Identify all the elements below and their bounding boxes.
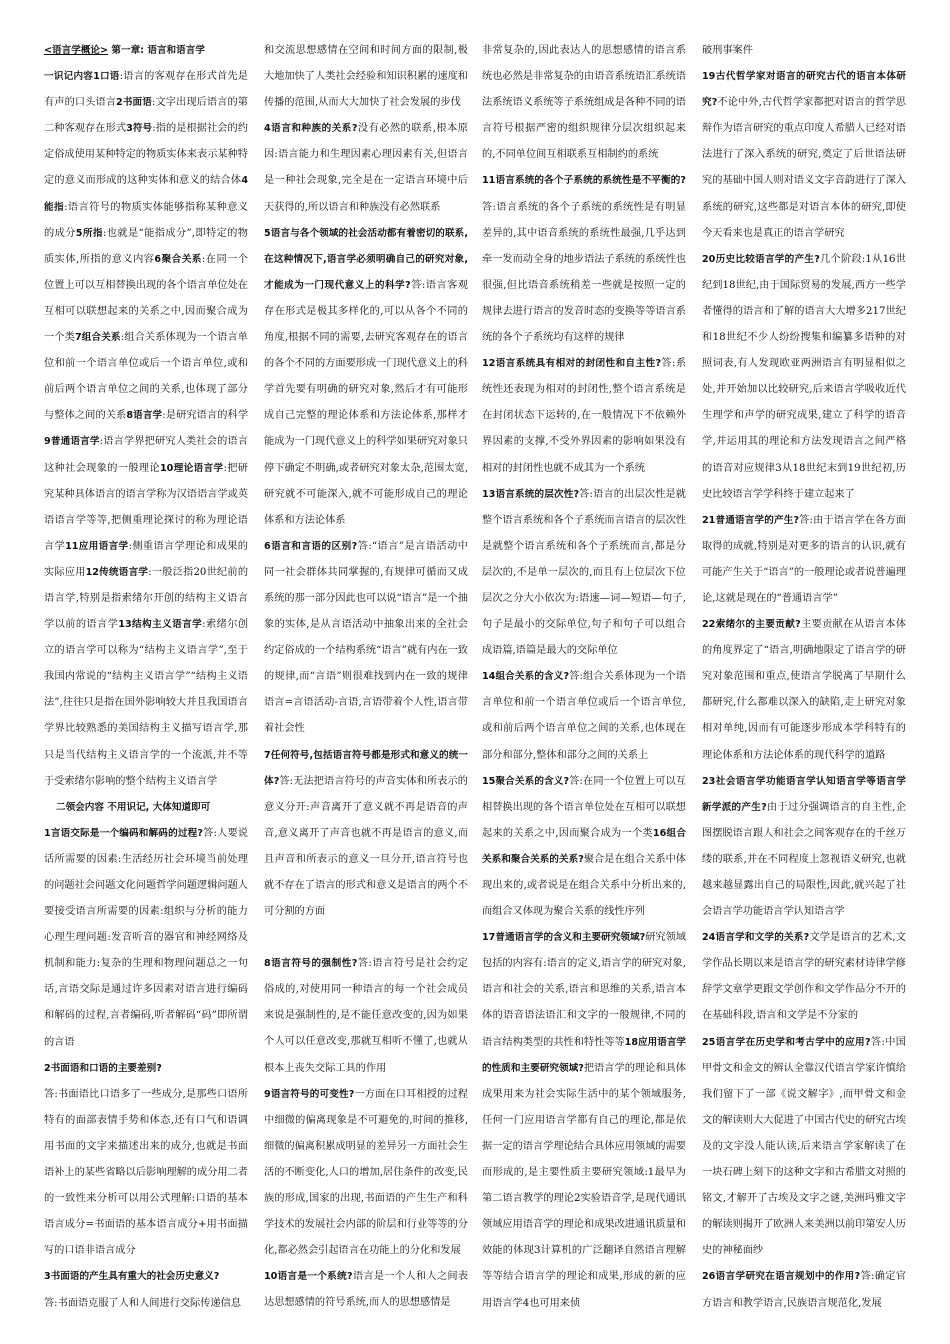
bold-term: 7任何符号,包括语言符号都是形式和意义的统一体? [264,749,468,787]
bold-term: 18应用语言学的性质和主要研究领域? [482,1036,686,1074]
body-text: :也就是“能指成分”,即特定的物质实体,所指的意义内容 [44,227,248,265]
body-text: 答:语言系统的各个子系统的系统性是有明显差异的,其中语音系统的系统性最强,几乎达到牵一发而动全身的地步语法子系统的系统性也很强,但比语音系统稍差一些就是按照一定的规律去进行语言的发音时态的变换等等语言系统的各个子系统均有这样的规律 [482,201,686,344]
body-text: 和交流思想感情在空间和时间方面的限制,极大地加快了人类社会经验和知识积累的速度和传播的范围,从而大大加快了社会发展的步伐 [264,45,468,109]
body-text: 答:书面语比口语多了一些成分,是那些口语所特有的面部表情手势和体态,还有口气和语调用书面的文字来描述出来的成分,也就是书面语补上的某些省略以后影响理解的成分用二者的一致性来分析可以用公式理解:口语的基本语言成分=书面语的基本语言成分+用书面描写的口语非语言成分 [44,1088,248,1257]
body-text: 把语言学的理论和具体成果用来为社会实际生活中的某个领域服务,任何一门应用语言学都有自己的理论,都是依据一定的语言学理论结合具体应用领域的需要而形成的,是主要性质主要研究领域:1最早为第二语言教学的理论2实验语音学,是现代通讯领域应用语音学的理论和成果改进通讯质量和效能的体现3计算机的广泛翻译自然语言理解等等结合语言学的理论和成果,形成的新的应用语言学4也可用来侦 [482,1062,686,1309]
section-2-heading: 二领会内容 不用识记, 大体知道即可 [56,801,211,813]
question-22 [702,612,906,769]
body-text: 答:人要说话所需要的因素:生活经历社会环境当前处理的问题社会问题文化问题哲学问题逻辑问题人要接受语言所需要的因素:组织与分析的能力心理生理问题:发音听音的器官和神经网络及机制和能力:复杂的生理和物理问题总之一句话,言语交际是通过许多因素对语言进行编码和解码的过程,言者编码,听者解码“码”即所谓的言语 [44,827,248,1048]
body-text: :一般泛指20世纪前的语言学,特别是指索绪尔开创的结构主义语言学以前的语言学 [44,566,248,631]
paragraph-continuation [264,38,468,116]
chapter-title [44,38,248,64]
body-text: 答:组合关系体现为一个语言单位和前一个语言单位或后一个语言单位,或和前后两个语言单位之间的关系,也体现在部分和部分,整体和部分之间的关系上 [482,671,686,761]
body-text: 一方面在口耳相授的过程中细微的偏离现象是不可避免的,时间的推移,细微的偏离积累成明显的差异另一方面社会生活的不断变化,人口的增加,居住条件的改变,民族的形成,国家的出现,书面语的产生生产和科学技术的发展社会内部的阶层和行业等等的分化,都必然会引起语言在功能上的分化和发展 [264,1088,468,1257]
body-text: :语言的客观存在形式首先是有声的口头语言 [44,71,248,109]
bold-term: 24语言学和文学的关系? [702,932,810,944]
question-1 [44,821,248,1056]
book-title: <语言学概论> [44,45,109,56]
bold-term: 3符号 [126,123,153,135]
body-text: 答:系统性还表现为相对的封闭性,整个语言系统是在封闭状态下运转的,在一般情况下不依赖外界因素的支撑,不受外界因素的影响如果没有相对的封闭性也就不成其为一个系统 [482,358,686,474]
body-text: :文字出现后语言的第二种客观存在形式 [44,97,248,135]
body-text: 由于过分强调语言的自主性,企图摆脱语言跟人和社会之间客观存在的千丝万缕的联系,并在不同程度上忽视语义研究,也就越来越显露出自己的局限性,因此,就兴起了社会语言学功能语言学认知语言学 [702,801,906,918]
question-8 [264,951,468,1081]
body-text: 答:语言符号是社会约定俗成的,对使用同一种语言的每一个社会成员来说是强制性的,是不能任意改变的,因为如果个人可以任意改变,那就互相听不懂了,也就从根本上丧失交际工具的作用 [264,958,468,1074]
body-text: 没有必然的联系,根本原因:语言能力和生理因素心理因素有关,但语言是一种社会现象,完全是在一定语言环境中后天获得的,所以语言和种族没有必然联系 [264,123,468,213]
bold-term: 4能指 [44,175,248,213]
bold-term: 11应用语言学 [65,540,129,552]
bold-term: 15聚合关系的含义? [482,775,570,787]
question-17-18 [482,925,686,1316]
column-4 [702,38,906,1334]
bold-term: 8语言符号的强制性? [264,958,358,970]
bold-term: 14组合关系的含义? [482,671,570,683]
body-text: 不论中外,古代哲学家都把对语言的哲学思辩作为语言研究的重点印度人希腊人已经对语法进行了深入系统的研究,奠定了后世语法研究的基础中国人则对语义文字音韵进行了深入系统的研究,这些都是对语言本体的研究,即使今天看来也是真正的语言学研究 [702,97,906,239]
body-text: 破刑事案件 [702,45,753,56]
question-20 [702,247,906,508]
paragraph-continuation [482,38,686,168]
question-23 [702,769,906,926]
question-9 [264,1082,468,1265]
question-12 [482,351,686,481]
body-text: 文学是语言的艺术,文学作品长期以来是语言学的研究素材诗律学修辞学文章学更跟文学创作和文学作品分不开的在基础科段,语言和文学是不分家的 [702,932,906,1022]
body-text: 答:在同一个位置上可以互相替换出现的各个语言单位处在互相可以联想起来的关系之中,因而聚合成为一个类 [482,775,686,839]
question-2-heading [44,1056,248,1082]
bold-term: 17普通语言学的含义和主要研究领域? [482,932,646,944]
bold-term: 23社会语言学功能语言学认知语言学等语言学新学派的产生? [702,775,906,813]
bold-term: 2书面语 [116,97,152,109]
bold-term: 8语言学 [126,410,163,422]
bold-term: 一识记内容1口语 [44,71,120,83]
blank-gap [264,925,468,951]
body-text: 聚合是在组合关系中体现出来的,或者说是在组合关系中分析出来的,而组合又体现为聚合关系的线性序列 [482,853,686,918]
question-13 [482,482,686,665]
bold-term: 16组合关系和聚合关系的关系? [482,827,686,865]
body-text: :语言学界把研究人类社会的语言这种社会现象的一般理论 [44,436,248,474]
bold-term: 4语言和种族的关系? [264,123,358,135]
question-19 [702,64,906,247]
body-text: :把研究某种具体语言的语言学称为汉语语言学或英语语言学等等,把侧重理论探讨的称为理论语言学 [44,462,248,552]
bold-term: 2书面语和口语的主要差别? [44,1062,162,1074]
body-text: 答:语言客观存在形式是极其多样化的,可以从各个不同的角度,根据不同的需要,去研究客观存在的语言的各个不同的方面要形成一门现代意义上的科学首先要有明确的研究对象,然后才有可能形成自己完整的理论体系和方法论体系,那样才能成为一门现代意义上的科学如果研究对象只停下确定不明确,或者研究对象太杂,范围太宽,研究就不可能深入,就不可能形成自己的理论体系和方法论体系 [264,279,468,526]
body-text: 答:由于语言学在各方面取得的成就,特别是对更多的语言的认识,就有可能产生关于“语言”的一般理论或者说普遍理论,这就是现在的“普通语言学” [702,514,906,604]
bold-term: 13语言系统的层次性? [482,488,580,500]
bold-term: 1言语交际是一个编码和解码的过程? [44,827,203,839]
bold-term: 25语言学在历史学和考古学中的应用? [702,1036,871,1048]
body-text: 答:书面语克服了人和人间进行交际传递信息 [44,1297,241,1309]
body-text: 答:中国甲骨文和金文的辨认全靠汉代语言学家许慎给我们留下了一部《说文解字》,而甲骨文和金文的解读则大大促进了中国古代史的研究古埃及的文字没人能认读,后来语言学家解读了在一块石碑上刻下的这种文字和古希腊文对照的铭文,才解开了古埃及文字之谜,美洲玛雅文字的解读则揭开了欧洲人来美洲以前印第安人历史的神秘面纱 [702,1036,906,1257]
section-1-definitions [44,64,248,795]
body-text: :是研究语言的科学 [162,410,248,422]
bold-term: 5语言与各个领域的社会活动都有着密切的联系,在这种情况下,语言学必须明确自己的研究对象,才能成为一门现代意义上的科学? [264,227,468,291]
question-26 [702,1264,906,1316]
bold-term: 19古代哲学家对语言的研究古代的语言本体研究? [702,71,906,109]
question-4 [264,116,468,220]
bold-term: 12传统语言学 [85,566,149,578]
bold-term: 9普通语言学 [44,436,100,448]
question-10 [264,1264,468,1316]
body-text: :侧重语言学理论和成果的实际应用 [44,540,248,578]
body-text: 研究领域包括的内容有:语言的定义,语言学的研究对象,语言和社会的关系,语言和思维的关系,语言本体的语音语法语汇和文字的一般规律,不同的语言结构类型的共性和特性等等 [482,932,686,1048]
body-text: 答:确定官方语言和教学语言,民族语言规范化,发展 [702,1271,906,1309]
bold-term: 21普通语言学的产生? [702,514,800,526]
bold-term: 7组合关系 [74,332,121,344]
body-text: :指的是根据社会的约定俗成使用某种特定的物质实体来表示某种特定的意义而形成的这种实体和意义的结合体 [44,123,248,187]
bold-term: 9语言符号的可变性? [264,1088,355,1100]
bold-term: 22索绪尔的主要贡献? [702,619,801,631]
question-2-answer [44,1082,248,1265]
bold-term: 3书面语的产生具有重大的社会历史意义? [44,1271,220,1283]
body-text: :语言符号的物质实体能够指称某种意义的成分 [44,201,248,239]
body-text: 答:“语言”是言语活动中同一社会群体共同掌握的,有规律可循而又成系统的那一部分因此也可以说“语言”是一个抽象的实体,是从言语活动中抽象出来的全社会约定俗成的一个结构系统“语言”就有内在一致的规律,而“言语”则很难找到内在一致的规律 语言=言语活动-言语,言语带着个人性,语言带着社会性 [264,540,468,735]
body-text: 非常复杂的,因此表达人的思想感情的语言系统也必然是非常复杂的由语音系统语汇系统语法系统语义系统等子系统组成是各种不同的语言符号根据严密的组织规律分层次组织起来的,不同单位间互相联系互相制约的系统 [482,45,686,161]
body-text: :组合关系体现为一个语言单位和前一个语言单位或后一个语言单位,或和前后两个语言单位之间的关系,也体现了部分与整体之间的关系 [44,332,248,422]
bold-term: 26语言学研究在语言规划中的作用? [702,1271,861,1283]
question-14 [482,664,686,768]
question-11 [482,168,686,351]
bold-term: 20历史比较语言学的产生? [702,253,820,265]
question-25 [702,1030,906,1265]
bold-term: 6语言和言语的区别? [264,540,358,552]
question-6 [264,534,468,743]
question-15-16 [482,769,686,926]
bold-term: 10理论语言学 [160,462,224,474]
column-1 [44,38,248,1334]
bold-term: 11语言系统的各个子系统的系统性是不平衡的? [482,175,686,187]
bold-term: 12语言系统具有相对的封闭性和自主性? [482,358,662,370]
body-text: :在同一个位置上可以互相替换出现的各个语言单位处在互相可以联想起来的关系之中,因而聚合成为一个类 [44,253,248,344]
question-21 [702,508,906,612]
question-3-answer [44,1291,248,1317]
paragraph-continuation [702,38,906,64]
body-text: 答:无法把语言符号的声音实体和所表示的意义分开:声音离开了意义就不再是语音的声音,意义离开了声音也就不再是语言的意义,而且声音和所表示的意义一旦分开,语言符号也就不存在了语言的形式和意义是语言的两个不可分割的方面 [264,775,468,918]
body-text: 语言是一个人和人之间表达思想感情的符号系统,而人的思想感情是 [264,1271,468,1309]
question-24 [702,925,906,1029]
body-text: 几个阶段:1从16世纪到18世纪,由于国际贸易的发展,西方一些学者懂得的语言和了解的语言大大增多217世纪和18世纪不少人纷纷搜集和编纂多语种的对照词表,有人发现欧亚两洲语言有明显相似之处,并开始加以比较研究,后来语言学吸收近代生理学和声学的研究成果,建立了科学的语音学,并运用其的理论和方法发现语言之间严格的语音对应规律3从18世纪末到19世纪初,历史比较语言学学科终于建立起来了 [702,253,906,500]
question-3-heading [44,1264,248,1290]
bold-term: 13结构主义语言学 [118,619,203,631]
column-3 [482,38,686,1334]
body-text: 主要贡献在从语言本体的角度界定了“语言,明确地限定了语言学的研究对象范围和重点,使语言学脱离了早期什么都研究,什么都难以深入的缺陷,走上研究对象相对单纯,因而有可能逐步形成本学科特有的理论体系和方法论体系的现代科学的道路 [702,619,906,761]
question-7 [264,743,468,926]
column-2 [264,38,468,1334]
body-text: :索绪尔创立的语言学可以称为“结构主义语言学”,至于我国内常说的“结构主义语言学”“结构主义语法”,往往只是指在国外影响较大并且我国语言学界比较熟悉的美国结构主义描写语言学,那只是当代结构主义语言学的一个流派,并不等于受索绪尔影响的整个结构主义语言学 [44,619,248,787]
chapter-heading: 第一章: 语言和语言学 [108,45,205,56]
bold-term: 10语言是一个系统? [264,1271,353,1283]
body-text: 答:语言的出层次性是就整个语言系统和各个子系统而言语言的层次性是就整个语言系统和各个子系统而言,都是分层次的,不是单一层次的,而且有上位层次下位层次之分大小依次为:语速—词—短语—句子,句子是最小的交际单位,句子和句子可以组合成语篇,语篇是最大的交际单位 [482,488,686,657]
bold-term: 5所指 [75,227,103,239]
question-5 [264,221,468,534]
bold-term: 6聚合关系 [154,253,202,265]
